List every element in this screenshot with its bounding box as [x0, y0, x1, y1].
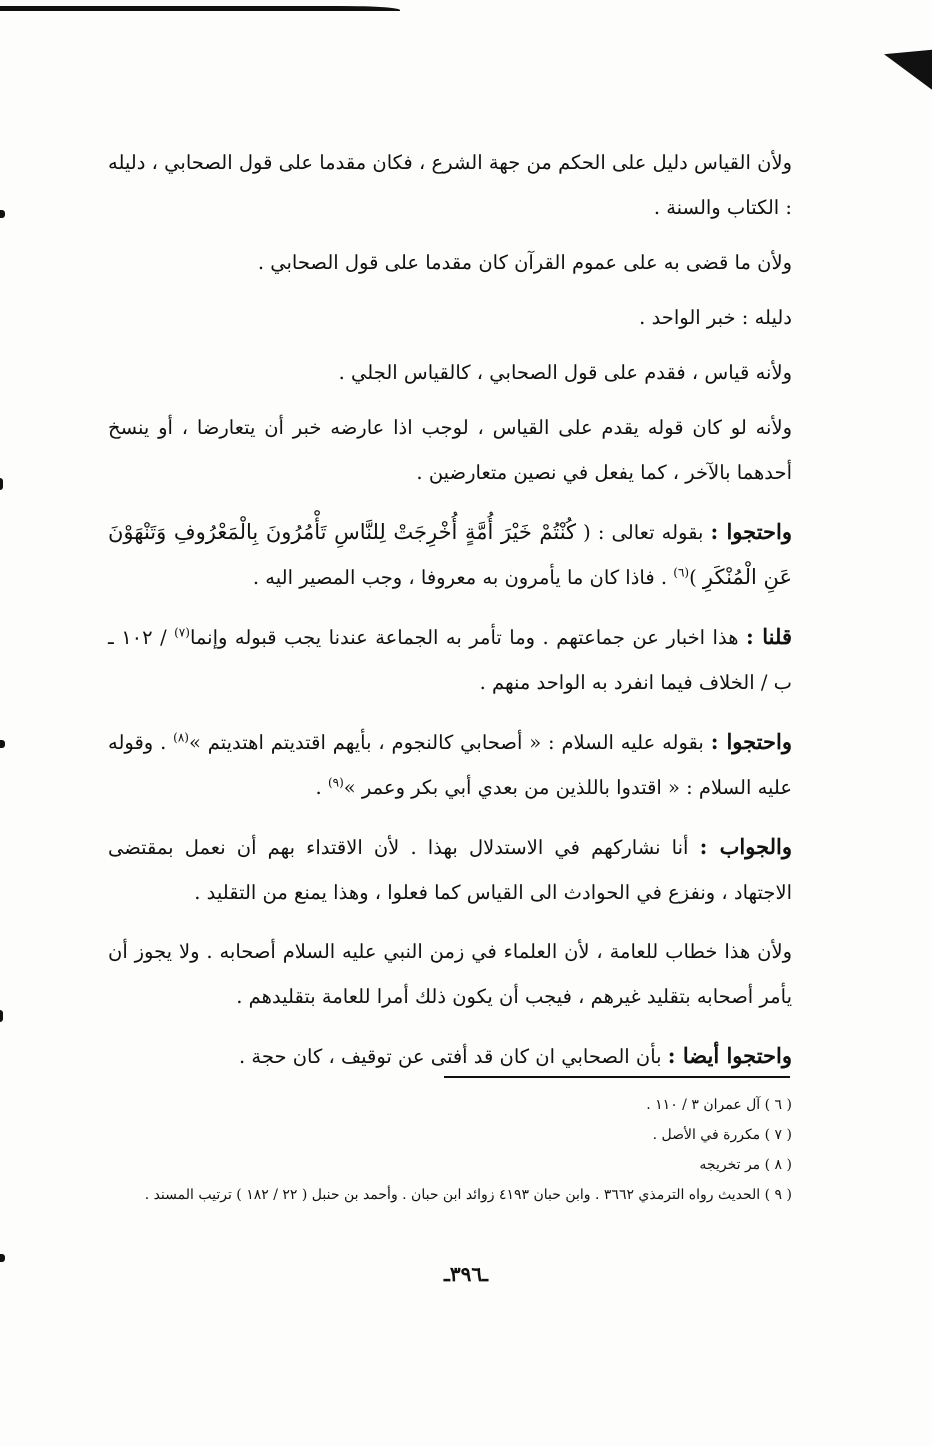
paragraph: دليله : خبر الواحد . [639, 306, 792, 329]
paragraph-text: / ١٠٢ ـ ب / الخلاف فيما انفرد به الواحد منهم . [108, 626, 792, 694]
scan-edge-line [0, 6, 400, 11]
footnote: ( ٦ ) آل عمران ٣ / ١١٠ . [646, 1097, 792, 1113]
paragraph-lead: واحتجوا : [710, 729, 792, 754]
footnote-separator [444, 1076, 790, 1078]
paragraph-argument [108, 509, 792, 600]
paragraph-text: . [315, 776, 328, 799]
footnote-reference: (٧) [174, 625, 190, 640]
paragraph: ولأنه لو كان قوله يقدم على القياس ، لوجب اذا عارضه خبر أن يتعارضا ، أو ينسخ أحدهما بالآخر ، كما يفعل في نصين متعارضين . [108, 416, 792, 484]
paragraph-argument [108, 1033, 792, 1079]
binding-hole-mark [0, 478, 3, 490]
paragraph-reply [108, 824, 792, 915]
paragraph: ولأنه قياس ، فقدم على قول الصحابي ، كالقياس الجلي . [338, 361, 792, 384]
paragraph: ولأن ما قضى به على عموم القرآن كان مقدما على قول الصحابي . [257, 251, 792, 274]
footnote-reference: (٩) [327, 775, 344, 790]
footnotes [108, 1090, 792, 1210]
footnote-reference: (٨) [173, 730, 189, 745]
paragraph: ولأن القياس دليل على الحكم من جهة الشرع ، فكان مقدما على قول الصحابي ، دليله : الكتاب والسنة . [108, 151, 792, 219]
scan-corner-mark [884, 34, 932, 90]
binding-hole-mark [0, 740, 5, 748]
paragraph-lead: قلنا : [745, 624, 793, 649]
paragraph-text: بقوله عليه السلام : « أصحابي كالنجوم ، بأيهم اقتديتم اهتديتم » [188, 731, 711, 754]
footnote: ( ٩ ) الحديث رواه الترمذي ٣٦٦٢ . وابن حبان ٤١٩٣ زوائد ابن حبان . وأحمد بن حنبل ( ٢٢ / ١٨٢ ) ترتيب المسند . [144, 1187, 792, 1203]
paragraph-text: بأن الصحابي ان كان قد أفتى عن توقيف ، كان حجة . [239, 1045, 668, 1068]
paragraph-text: هذا اخبار عن جماعتهم . وما تأمر به الجماعة عندنا يجب قبوله وإنما [189, 626, 746, 649]
binding-hole-mark [0, 210, 5, 218]
quran-verse: كُنْتُمْ خَيْرَ أُمَّةٍ أُخْرِجَتْ لِلنَّاسِ تَأْمُرُونَ بِالْمَعْرُوفِ وَتَنْهَوْنَ عَنِ الْمُنْكَرِ [108, 520, 792, 589]
paragraph-text: بقوله تعالى : ( [576, 521, 711, 544]
paragraph-text: ) [689, 566, 703, 589]
paragraph-lead: والجواب : [699, 834, 792, 859]
paragraph-text: أنا نشاركهم في الاستدلال بهذا . لأن الاقتداء بهم أن نعمل بمقتضى الاجتهاد ، ونفزع في الحوادث الى القياس كما فعلوا ، وهذا يمنع من التقليد . [108, 836, 792, 904]
footnote: ( ٧ ) مكررة في الأصل . [652, 1127, 792, 1143]
paragraph-text: . وقوله عليه السلام : « اقتدوا باللذين من بعدي أبي بكر وعمر » [108, 731, 792, 799]
paragraph-lead: واحتجوا : [710, 519, 793, 544]
page-number: ـ٣٩٦ـ [444, 1262, 488, 1286]
paragraph-reply [108, 614, 792, 705]
paragraph-lead: واحتجوا أيضا : [667, 1043, 792, 1068]
binding-hole-mark [0, 1254, 5, 1262]
binding-hole-mark [0, 1010, 3, 1022]
footnote-reference: (٦) [673, 565, 690, 580]
paragraph-text: . فاذا كان ما يأمرون به معروفا ، وجب المصير اليه . [252, 566, 674, 589]
footnote: ( ٨ ) مر تخريجه [699, 1157, 792, 1173]
paragraph-argument [108, 719, 792, 810]
main-text [108, 140, 792, 1093]
paragraph: ولأن هذا خطاب للعامة ، لأن العلماء في زمن النبي عليه السلام أصحابه . ولا يجوز أن يأمر أصحابه بتقليد غيرهم ، فيجب أن يكون ذلك أمرا للعامة بتقليدهم . [108, 940, 792, 1008]
